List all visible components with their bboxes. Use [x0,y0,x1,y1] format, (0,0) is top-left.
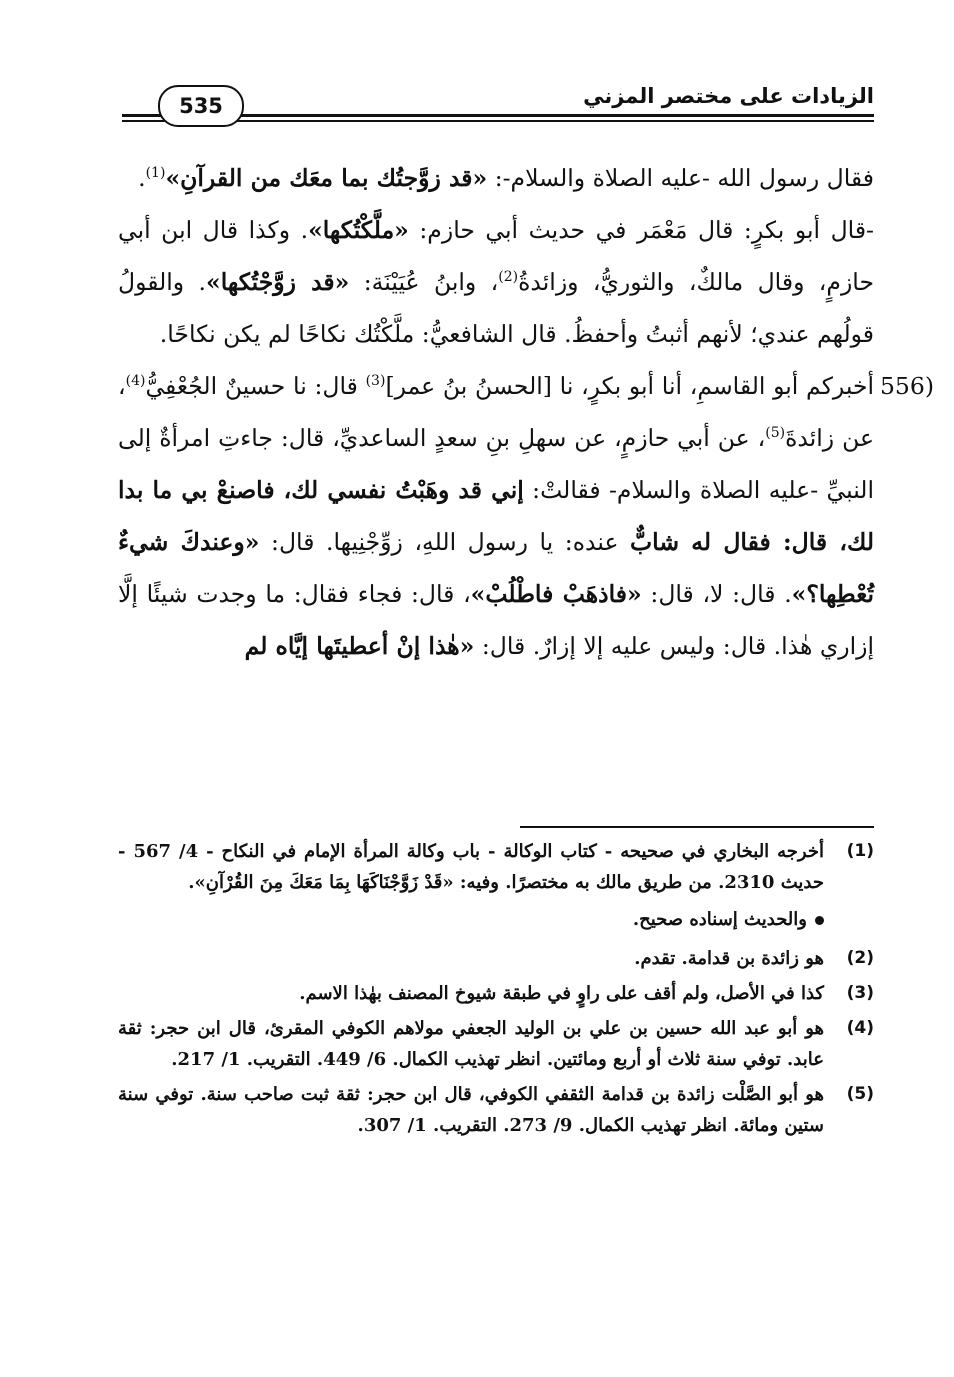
hadith-text-b: قال: نا حسينٌ الجُعْفِيُّ [145,372,366,400]
footnote-text: كذا في الأصل، ولم أقف على راوٍ في طبقة شيوخ المصنف بهٰذا الاسم. [299,983,824,1004]
p1-end: . [138,164,146,192]
bullet-note-text: والحديث إسناده صحيح. [632,909,807,930]
footnote-ref-4: (4) [125,373,146,390]
footnote-text: هو أبو عبد الله حسين بن علي بن الوليد الجعفي مولاهم الكوفي المقرئ، قال ابن حجر: ثقة عابد. توفي سنة ثلاث أو أربع ومائتين. انظر تهذيب الكمال. 6/ 449. التقريب. 1/ 217. [118,1018,824,1070]
footnote-number: (5) [846,1084,874,1104]
footnote-5 [118,1079,874,1141]
footnote-number: (3) [846,983,874,1003]
footnotes [118,836,874,1145]
footnote-ref-5: (5) [765,425,786,442]
p2-quote-1: «ملَّكْتُكها» [308,216,409,244]
footnote-2 [118,943,874,974]
hadith-text-d: ، عن أبي حازمٍ، عن سهلِ بنِ سعدٍ الساعديِّ، قال: جاءتِ امرأةٌ إلى النبيِّ -عليه الصلاة والسلام- فقالتْ: [118,424,874,504]
page-number: 535 [158,85,244,127]
footnote-text: أخرجه البخاري في صحيحه - كتاب الوكالة - باب وكالة المرأة الإمام في النكاح - 4/ 567 - حديث 2310. من طريق مالك به مختصرًا. وفيه: «قَدْ زَوَّجْنَاكَهَا بِمَا مَعَكَ مِنَ القُرْآنِ». [118,841,824,893]
hadith-quote-i: «فاذهَبْ فاطْلُبْ» [470,580,642,608]
book-title: الزيادات على مختصر المزني [575,84,874,108]
footnote-text: هو زائدة بن قدامة. تقدم. [634,948,824,969]
p2-text-f: . والقولُ قولُهم عندي؛ لأنهم أثبتُ وأحفظُ. قال الشافعيُّ: ملَّكْتُك نكاحًا لم يكن نكاحًا. [118,268,874,348]
hadith-quote-e: إني قد وهَبْتُ نفسي لك، فاصنعْ بي ما بدا لك، قال: فقال له شابٌّ [118,476,874,556]
paragraph-1 [118,152,874,204]
footnote-1 [118,836,874,898]
main-text [118,152,934,672]
p1-text: فقال رسول الله -عليه الصلاة والسلام-: [487,164,874,192]
p2-text-c: . وكذا قال ابن أبي حازمٍ، وقال مالكٌ، والثوريُّ، وزائدةُ [118,216,874,296]
hadith-number: 556) [879,372,934,400]
page-header [122,82,874,128]
footnote-4 [118,1013,874,1075]
footnote-ref-1: (1) [145,165,166,182]
bullet-icon [815,916,824,925]
hadith-text-h: . قال: لا، قال: [641,580,792,608]
hadith-text-j: ، قال: فجاء فقال: ما وجدت شيئًا إلَّا إزاري هٰذا. قال: وليس عليه إلا إزارٌ. قال: [118,580,874,660]
footnote-ref-2: (2) [498,269,519,286]
p1-quote: «قد زوَّجتُك بما معَك من القرآنِ» [165,164,488,192]
hadith-quote-g: «وعندكَ شيءٌ تُعْطِها؟» [118,528,874,608]
p2-text-a: -قال أبو بكرٍ: قال مَعْمَر في حديث أبي حازم: [408,216,874,244]
hadith-text-a: أخبركم أبو القاسمِ، أنا أبو بكرٍ، نا [الحسنُ بنُ عمر] [385,372,875,400]
footnote-separator [520,826,874,828]
hadith-556 [118,360,934,672]
hadith-text-c: ، عن زائدةَ [118,372,874,452]
hadith-text-f: عنده: يا رسول اللهِ، زوِّجْنِيها. قال: [259,528,631,556]
footnote-number: (2) [846,948,874,968]
hadith-quote-k: «هٰذا إنْ أعطيتَها إيَّاه لم [244,632,475,660]
footnote-number: (1) [846,841,874,861]
p2-quote-2: «قد زوَّجْتُكها» [206,268,350,296]
footnote-number: (4) [846,1018,874,1038]
footnote-text: هو أبو الصَّلْت زائدة بن قدامة الثقفي الكوفي، قال ابن حجر: ثقة ثبت صاحب سنة. توفي سنة ستين ومائة. انظر تهذيب الكمال. 9/ 273. التقريب. 1/ 307. [118,1084,824,1136]
paragraph-2 [118,204,874,360]
p2-text-d: ، وابنُ عُيَيْنَة: [349,268,499,296]
footnote-ref-3: (3) [365,373,386,390]
bullet-note [118,904,874,935]
footnote-3 [118,978,874,1009]
